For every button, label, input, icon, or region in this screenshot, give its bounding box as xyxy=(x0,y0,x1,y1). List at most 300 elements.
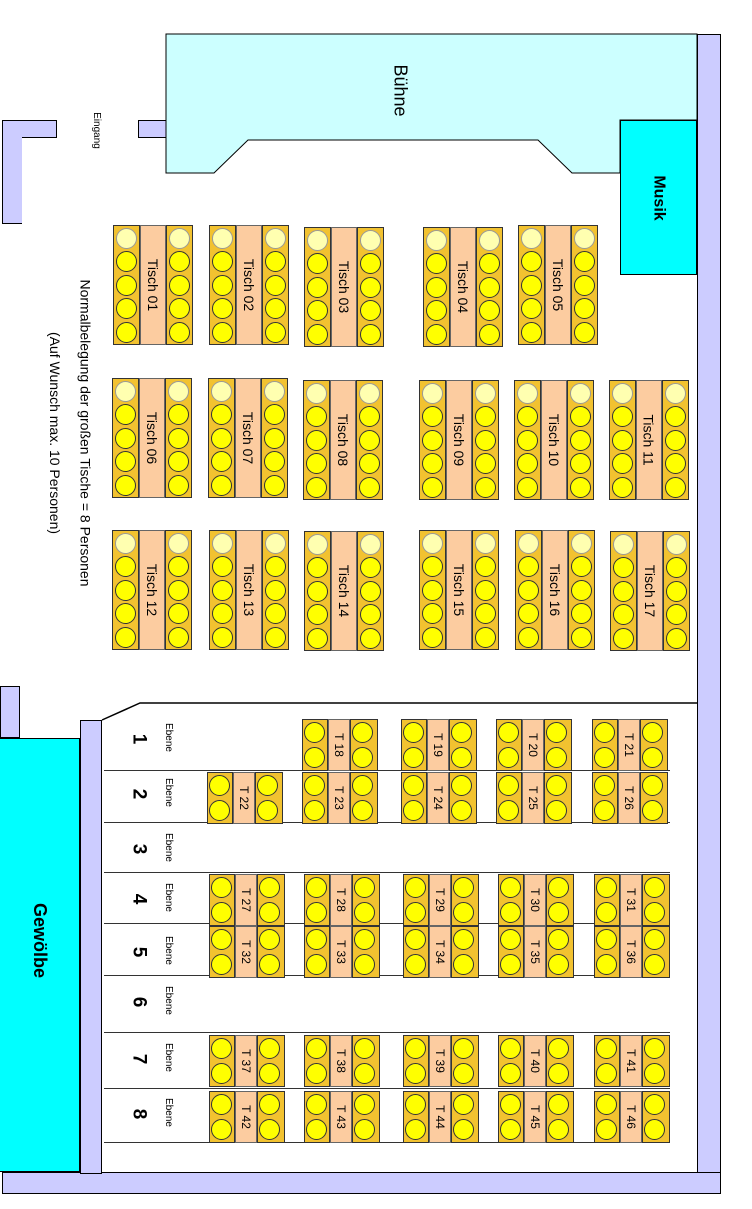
small-table-38[interactable] xyxy=(304,1035,380,1087)
table-label xyxy=(330,874,352,926)
extra-seat xyxy=(212,533,233,554)
level-divider xyxy=(104,1088,670,1089)
table-label xyxy=(524,926,546,978)
bench-right xyxy=(357,227,384,347)
seat xyxy=(307,324,328,345)
seat xyxy=(354,1094,375,1115)
table-15[interactable] xyxy=(419,530,499,650)
bench-left xyxy=(302,772,328,824)
seat xyxy=(259,1094,280,1115)
seat xyxy=(169,298,190,319)
small-table-19[interactable] xyxy=(401,719,477,771)
seat xyxy=(518,556,539,577)
table-label-text: Tisch 08 xyxy=(335,413,352,467)
level-divider xyxy=(104,923,670,924)
seat xyxy=(307,253,328,274)
seat xyxy=(500,954,521,975)
vault-label: Gewölbe xyxy=(30,902,51,978)
seat xyxy=(594,775,615,796)
bench-left xyxy=(419,530,446,650)
seat xyxy=(548,929,569,950)
table-label-text: T 45 xyxy=(528,1105,543,1129)
bench-left xyxy=(304,531,331,651)
seat xyxy=(666,628,687,649)
table-08[interactable] xyxy=(303,380,383,500)
bench-right xyxy=(544,719,572,771)
bench-right xyxy=(352,926,380,978)
small-table-30[interactable] xyxy=(498,874,574,926)
seat xyxy=(360,277,381,298)
extra-seat xyxy=(422,383,443,404)
seat xyxy=(517,453,538,474)
table-label xyxy=(140,225,166,345)
small-table-26[interactable] xyxy=(592,772,668,824)
seat xyxy=(359,477,380,498)
table-label-text: T 21 xyxy=(622,733,637,757)
table-label-text: T 26 xyxy=(622,786,637,810)
bench-left xyxy=(518,225,545,345)
table-03[interactable] xyxy=(304,227,384,347)
table-label-text: T 25 xyxy=(526,786,541,810)
extra-seat xyxy=(211,381,232,402)
small-table-28[interactable] xyxy=(304,874,380,926)
seat xyxy=(212,627,233,648)
seat xyxy=(574,298,595,319)
seat xyxy=(212,556,233,577)
extra-seat xyxy=(574,228,595,249)
seat xyxy=(257,775,278,796)
bench-right xyxy=(257,1035,285,1087)
level-word-text: Ebene xyxy=(162,1043,174,1072)
table-label-text: Tisch 11 xyxy=(641,414,658,466)
seat xyxy=(211,404,232,425)
extra-seat xyxy=(613,534,634,555)
seat xyxy=(306,1094,327,1115)
small-table-42[interactable] xyxy=(209,1091,285,1143)
table-label xyxy=(139,378,165,498)
seat xyxy=(265,322,286,343)
extra-seat xyxy=(212,228,233,249)
bench-left xyxy=(403,1091,429,1143)
seat xyxy=(570,430,591,451)
seat xyxy=(453,877,474,898)
seat xyxy=(422,603,443,624)
bench-right xyxy=(640,772,668,824)
table-label xyxy=(524,1035,546,1087)
bench-left xyxy=(303,380,330,500)
seat xyxy=(596,902,617,923)
bench-right xyxy=(261,378,288,498)
seat xyxy=(360,300,381,321)
bench-left xyxy=(302,719,328,771)
bench-right xyxy=(449,719,477,771)
bench-right xyxy=(546,926,574,978)
seat xyxy=(115,475,136,496)
bench-left xyxy=(401,719,427,771)
bench-left xyxy=(209,874,235,926)
level-number-text: 7 xyxy=(127,1053,149,1065)
bench-right xyxy=(350,719,378,771)
seat xyxy=(613,628,634,649)
small-table-36[interactable] xyxy=(594,926,670,978)
bench-right xyxy=(352,1035,380,1087)
small-table-46[interactable] xyxy=(594,1091,670,1143)
bench-right xyxy=(352,1091,380,1143)
seat xyxy=(306,1063,327,1084)
bench-right xyxy=(640,719,668,771)
seat xyxy=(642,722,663,743)
extra-seat xyxy=(307,534,328,555)
table-14[interactable] xyxy=(304,531,384,651)
bench-left xyxy=(496,772,522,824)
seat xyxy=(211,475,232,496)
level-number xyxy=(126,728,150,750)
bench-right xyxy=(546,1091,574,1143)
table-label xyxy=(545,225,571,345)
seat xyxy=(574,251,595,272)
table-11[interactable] xyxy=(609,380,689,500)
seat xyxy=(354,929,375,950)
table-label xyxy=(330,1091,352,1143)
table-label xyxy=(541,380,567,500)
bench-right xyxy=(165,378,192,498)
small-table-22[interactable] xyxy=(207,772,283,824)
small-table-32[interactable] xyxy=(209,926,285,978)
table-02[interactable] xyxy=(209,225,289,345)
bench-left xyxy=(403,1035,429,1087)
seat xyxy=(306,406,327,427)
small-table-25[interactable] xyxy=(496,772,572,824)
occupancy-note: Normalbelegung der großen Tische = 8 Personen xyxy=(77,279,94,587)
extra-seat xyxy=(479,230,500,251)
seat xyxy=(422,556,443,577)
seat xyxy=(352,747,373,768)
small-table-27[interactable] xyxy=(209,874,285,926)
bench-right xyxy=(476,227,503,347)
table-04[interactable] xyxy=(423,227,503,347)
small-table-40[interactable] xyxy=(498,1035,574,1087)
extra-seat xyxy=(612,383,633,404)
bench-right xyxy=(567,380,594,500)
small-table-24[interactable] xyxy=(401,772,477,824)
seat xyxy=(426,277,447,298)
table-05[interactable] xyxy=(518,225,598,345)
seat xyxy=(453,1094,474,1115)
level-number xyxy=(126,941,150,963)
seat xyxy=(548,1094,569,1115)
level-number xyxy=(126,888,150,910)
seat xyxy=(265,298,286,319)
seat xyxy=(500,1119,521,1140)
seat xyxy=(403,775,424,796)
seat xyxy=(422,453,443,474)
seat xyxy=(212,275,233,296)
table-label-text: Tisch 17 xyxy=(642,564,659,618)
seat xyxy=(168,603,189,624)
small-table-34[interactable] xyxy=(403,926,479,978)
bench-left xyxy=(304,1091,330,1143)
seat xyxy=(168,580,189,601)
seat xyxy=(644,1094,665,1115)
seat xyxy=(546,722,567,743)
seat xyxy=(451,722,472,743)
bench-right xyxy=(662,380,689,500)
bench-left xyxy=(594,926,620,978)
seat xyxy=(306,929,327,950)
seat xyxy=(403,800,424,821)
bench-left xyxy=(304,874,330,926)
seat xyxy=(360,604,381,625)
bench-right xyxy=(544,772,572,824)
table-label xyxy=(524,874,546,926)
small-table-41[interactable] xyxy=(594,1035,670,1087)
table-label xyxy=(328,719,350,771)
seat xyxy=(359,406,380,427)
seat xyxy=(596,1119,617,1140)
seat xyxy=(209,775,230,796)
level-word-text: Ebene xyxy=(162,778,174,807)
seat xyxy=(405,1038,426,1059)
seat xyxy=(405,954,426,975)
table-06[interactable] xyxy=(112,378,192,498)
seat xyxy=(306,902,327,923)
seat xyxy=(265,251,286,272)
bench-left xyxy=(609,380,636,500)
seat xyxy=(596,929,617,950)
table-label xyxy=(450,227,476,347)
bench-left xyxy=(209,530,236,650)
bench-left xyxy=(423,227,450,347)
table-label xyxy=(446,380,472,500)
seat xyxy=(498,775,519,796)
small-table-45[interactable] xyxy=(498,1091,574,1143)
seat xyxy=(498,800,519,821)
seat xyxy=(304,722,325,743)
seat xyxy=(116,251,137,272)
seat xyxy=(354,1038,375,1059)
bench-left xyxy=(594,874,620,926)
table-07[interactable] xyxy=(208,378,288,498)
bench-right xyxy=(257,1091,285,1143)
small-table-18[interactable] xyxy=(302,719,378,771)
table-label-text: Tisch 07 xyxy=(240,411,257,465)
seat xyxy=(548,954,569,975)
extra-seat xyxy=(360,230,381,251)
small-table-39[interactable] xyxy=(403,1035,479,1087)
seat xyxy=(571,603,592,624)
small-table-20[interactable] xyxy=(496,719,572,771)
bench-left xyxy=(112,530,139,650)
table-label xyxy=(330,926,352,978)
seat xyxy=(453,1038,474,1059)
seat xyxy=(479,324,500,345)
seat xyxy=(259,902,280,923)
seat xyxy=(475,580,496,601)
table-label-text: Tisch 04 xyxy=(455,260,472,314)
level-word-text: Ebene xyxy=(162,986,174,1015)
small-table-35[interactable] xyxy=(498,926,574,978)
seat xyxy=(666,557,687,578)
extra-seat xyxy=(168,381,189,402)
seat xyxy=(422,477,443,498)
seat xyxy=(665,430,686,451)
seat xyxy=(212,603,233,624)
table-label-text: T 28 xyxy=(334,888,349,912)
table-10[interactable] xyxy=(514,380,594,500)
bench-right xyxy=(257,874,285,926)
table-13[interactable] xyxy=(209,530,289,650)
bench-right xyxy=(642,1091,670,1143)
table-label xyxy=(620,874,642,926)
table-label-text: T 31 xyxy=(624,888,639,912)
bench-right xyxy=(642,926,670,978)
table-label-text: T 40 xyxy=(528,1049,543,1073)
level-divider xyxy=(104,1142,670,1143)
seat xyxy=(360,324,381,345)
seat xyxy=(359,453,380,474)
bench-right xyxy=(546,874,574,926)
table-label-text: T 44 xyxy=(433,1105,448,1129)
table-16[interactable] xyxy=(515,530,595,650)
seat xyxy=(307,604,328,625)
bench-left xyxy=(401,772,427,824)
seat xyxy=(168,428,189,449)
table-12[interactable] xyxy=(112,530,192,650)
bench-right xyxy=(472,380,499,500)
table-label xyxy=(522,719,544,771)
table-09[interactable] xyxy=(419,380,499,500)
bench-right xyxy=(350,772,378,824)
seat xyxy=(426,324,447,345)
seat xyxy=(422,430,443,451)
table-label-text: Tisch 10 xyxy=(546,413,563,467)
extra-seat xyxy=(571,533,592,554)
seat xyxy=(665,406,686,427)
seat xyxy=(265,580,286,601)
seat xyxy=(405,929,426,950)
seat xyxy=(360,557,381,578)
table-label xyxy=(429,874,451,926)
seat xyxy=(307,581,328,602)
seat xyxy=(168,404,189,425)
seat xyxy=(212,298,233,319)
table-label-text: T 34 xyxy=(433,940,448,964)
small-table-43[interactable] xyxy=(304,1091,380,1143)
seat xyxy=(613,581,634,602)
seat xyxy=(518,627,539,648)
seat xyxy=(453,954,474,975)
seat xyxy=(306,954,327,975)
table-label-text: Tisch 16 xyxy=(547,563,564,617)
seat xyxy=(644,1063,665,1084)
seat xyxy=(475,430,496,451)
extra-seat xyxy=(422,533,443,554)
small-table-33[interactable] xyxy=(304,926,380,978)
seat xyxy=(479,300,500,321)
bench-left xyxy=(610,531,637,651)
seat xyxy=(306,477,327,498)
music-label: Musik xyxy=(650,174,668,221)
bench-left xyxy=(209,225,236,345)
seat xyxy=(403,747,424,768)
table-label-text: T 41 xyxy=(624,1049,639,1073)
seat xyxy=(665,477,686,498)
small-table-29[interactable] xyxy=(403,874,479,926)
seat xyxy=(518,603,539,624)
seat xyxy=(265,275,286,296)
seat xyxy=(521,298,542,319)
bench-left xyxy=(496,719,522,771)
seat xyxy=(115,556,136,577)
small-table-37[interactable] xyxy=(209,1035,285,1087)
bench-right xyxy=(262,530,289,650)
table-label-text: Tisch 05 xyxy=(550,258,567,312)
level-word xyxy=(150,1043,186,1072)
table-label xyxy=(236,225,262,345)
level-divider xyxy=(104,1032,670,1033)
table-17[interactable] xyxy=(610,531,690,651)
seat xyxy=(479,277,500,298)
table-label xyxy=(331,531,357,651)
extra-seat xyxy=(115,381,136,402)
seat xyxy=(212,580,233,601)
seat xyxy=(571,556,592,577)
small-table-31[interactable] xyxy=(594,874,670,926)
bench-right xyxy=(449,772,477,824)
small-table-21[interactable] xyxy=(592,719,668,771)
level-word-text: Ebene xyxy=(162,833,174,862)
bench-left xyxy=(498,1091,524,1143)
level-divider xyxy=(104,872,670,873)
extra-seat xyxy=(359,383,380,404)
seat xyxy=(453,929,474,950)
seat xyxy=(422,627,443,648)
seat xyxy=(500,1094,521,1115)
level-word-text: Ebene xyxy=(162,1098,174,1127)
table-label-text: T 18 xyxy=(332,733,347,757)
seat xyxy=(115,627,136,648)
seat xyxy=(548,1063,569,1084)
seat xyxy=(211,1094,232,1115)
bench-left xyxy=(514,380,541,500)
seat xyxy=(475,556,496,577)
seat xyxy=(405,902,426,923)
extra-seat xyxy=(168,533,189,554)
bench-left xyxy=(207,772,233,824)
extra-seat xyxy=(665,383,686,404)
bench-right xyxy=(568,530,595,650)
table-label xyxy=(235,1035,257,1087)
small-table-23[interactable] xyxy=(302,772,378,824)
seat xyxy=(612,477,633,498)
seat xyxy=(264,404,285,425)
seat xyxy=(116,298,137,319)
table-01[interactable] xyxy=(113,225,193,345)
seat xyxy=(498,747,519,768)
seat xyxy=(570,453,591,474)
seat xyxy=(500,1063,521,1084)
extra-seat xyxy=(265,533,286,554)
table-label-text: T 30 xyxy=(528,888,543,912)
seat xyxy=(211,954,232,975)
bench-left xyxy=(112,378,139,498)
bench-right xyxy=(257,926,285,978)
seat xyxy=(548,1119,569,1140)
seat xyxy=(594,800,615,821)
seat xyxy=(307,628,328,649)
seat xyxy=(211,1119,232,1140)
small-table-44[interactable] xyxy=(403,1091,479,1143)
